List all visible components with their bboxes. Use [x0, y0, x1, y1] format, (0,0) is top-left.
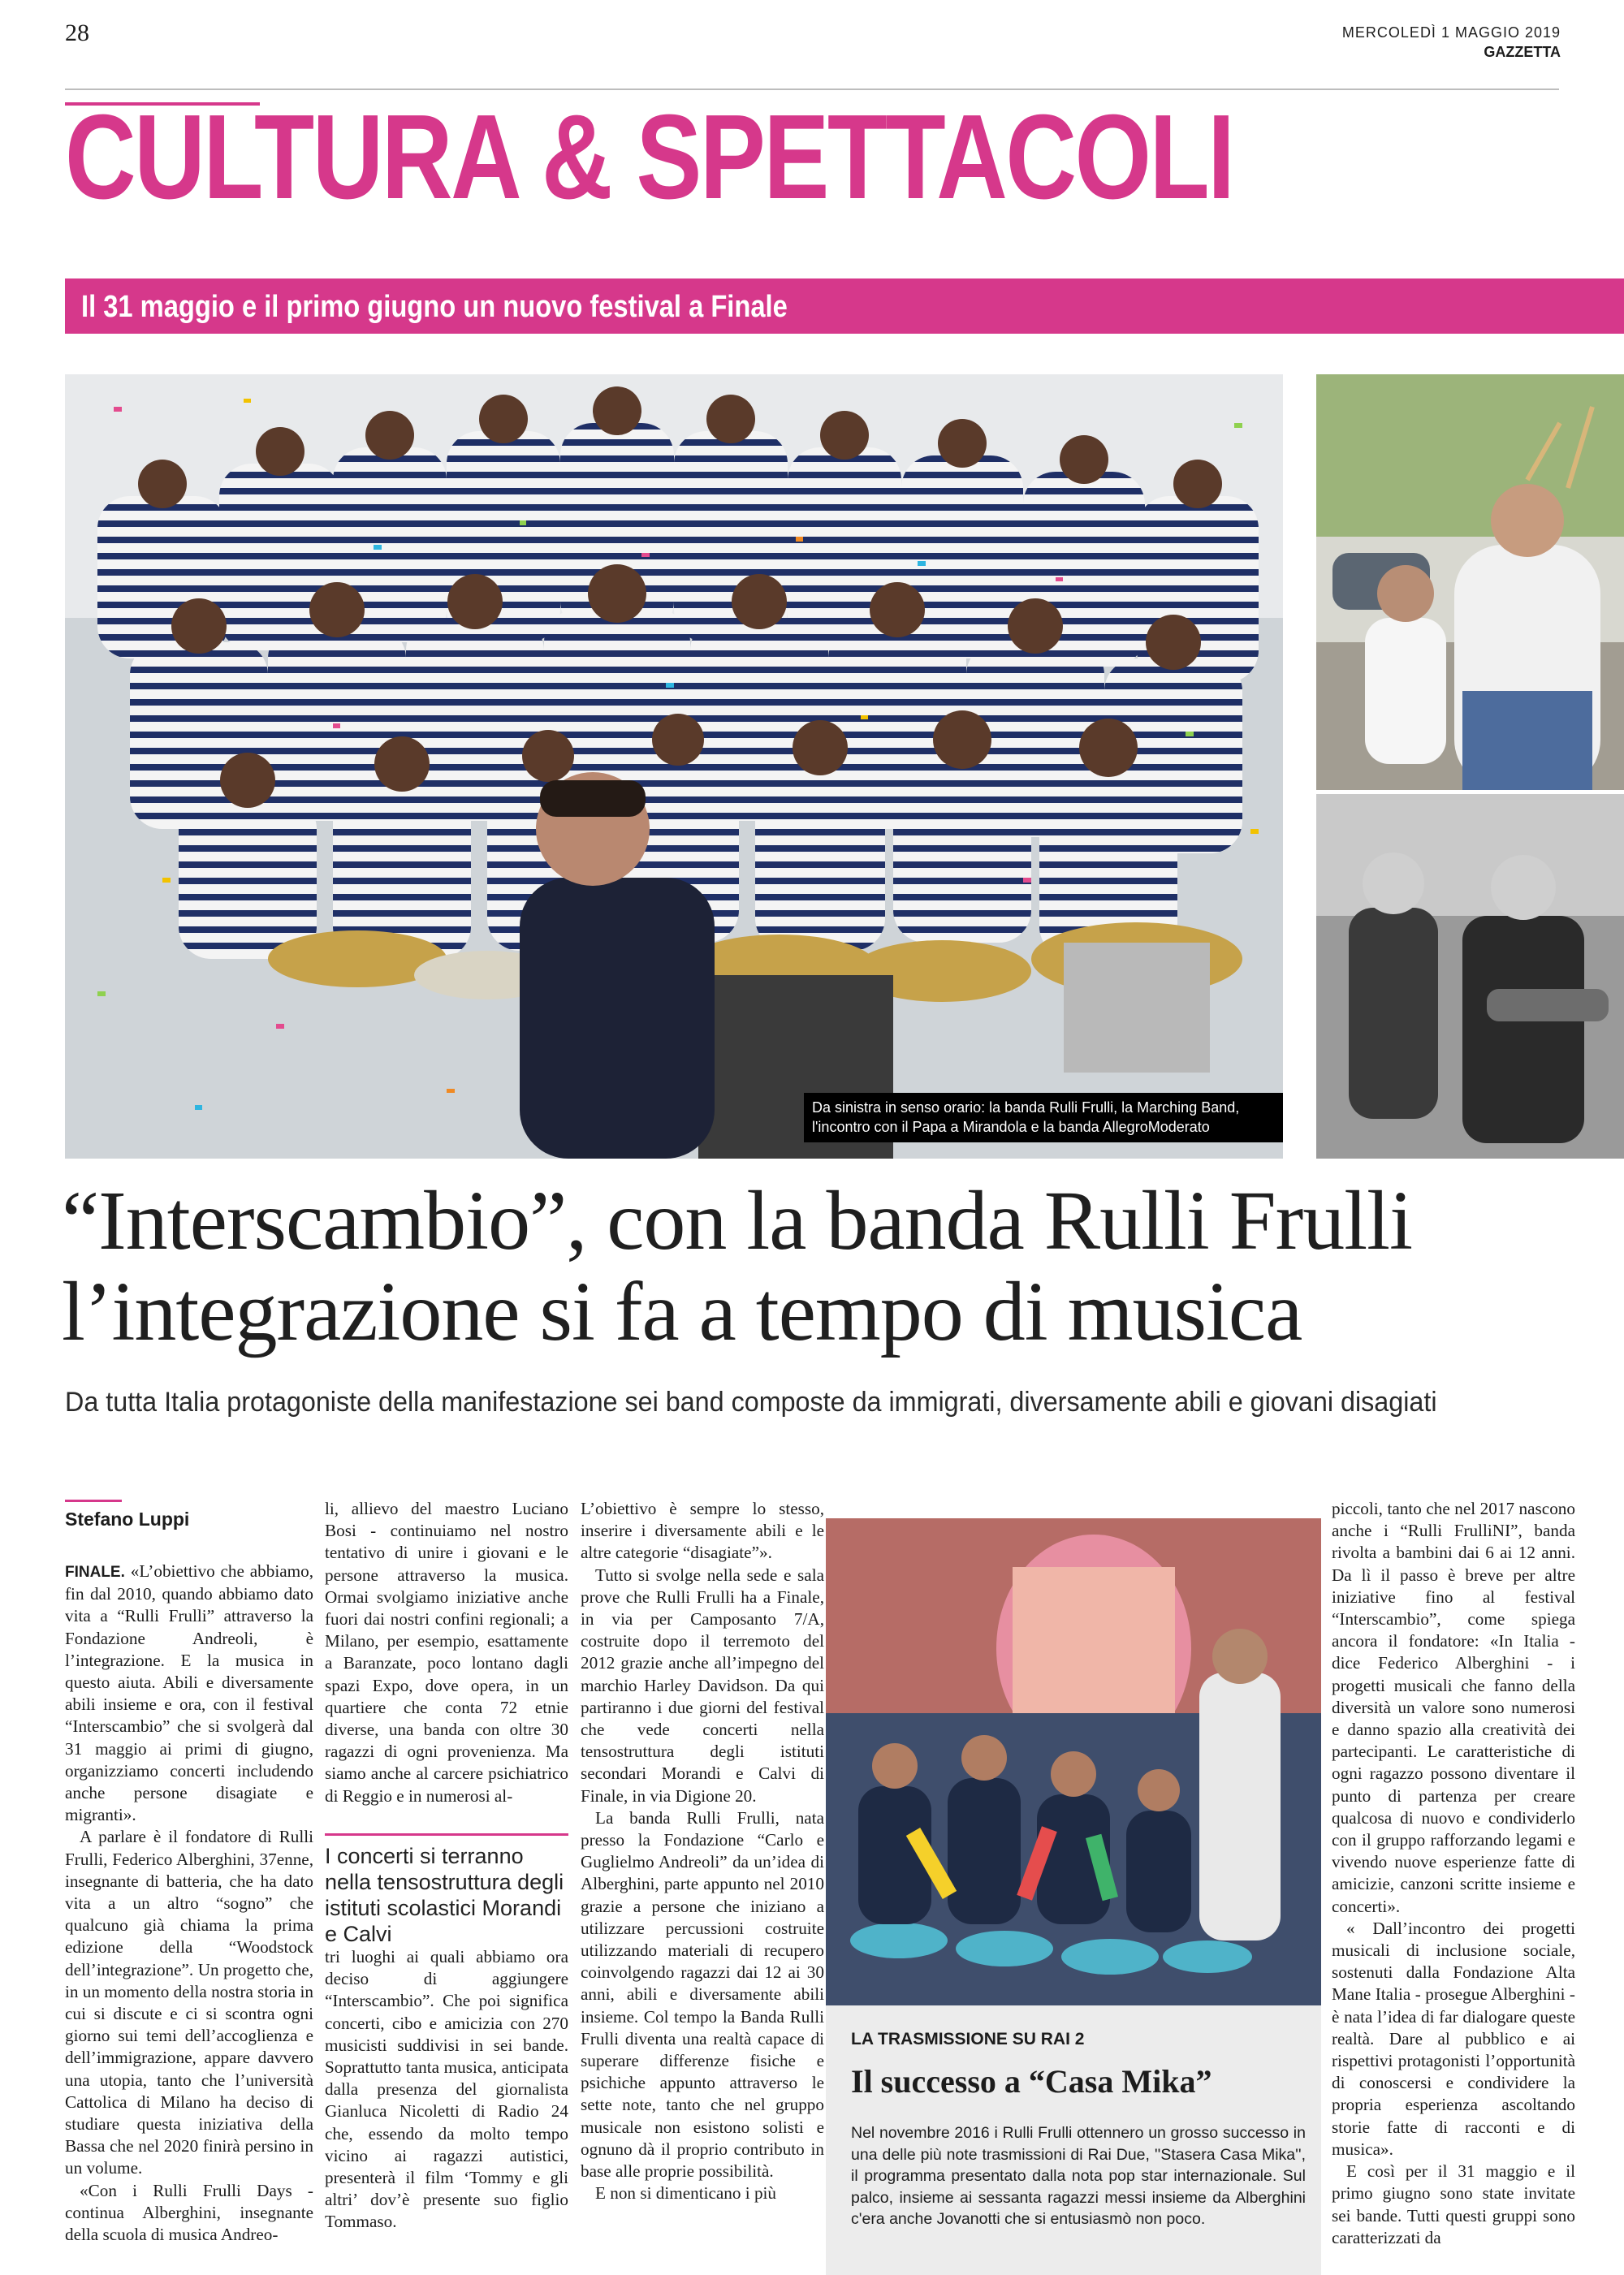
article-column-2 — [325, 1498, 568, 1807]
issue-date: MERCOLEDÌ 1 MAGGIO 2019 — [1341, 24, 1561, 41]
dateline: FINALE. — [65, 1564, 125, 1581]
paragraph: «Con i Rulli Frulli Days - continua Alberghini, insegnante della scuola di musica Andreo- — [65, 2180, 313, 2245]
band-photo-illustration — [65, 374, 1283, 1159]
photo-caption — [804, 1093, 1283, 1142]
side-photo-marching-band — [1316, 374, 1624, 790]
headline-line2: l’integrazione si fa a tempo di musica — [62, 1265, 1302, 1358]
paragraph: L’obiettivo è sempre lo stesso, inserire i diversamente abili e le altre categorie “disagiate”». — [581, 1499, 824, 1563]
article-headline — [62, 1176, 1605, 1358]
article-standfirst: Da tutta Italia protagoniste della manifestazione sei band composte da immigrati, diversamente abili e giovani disagiati — [65, 1387, 1437, 1418]
box-label: LA TRASMISSIONE SU RAI 2 — [851, 2030, 1085, 2048]
main-photo-band — [65, 374, 1283, 1159]
paragraph: « Dall’incontro dei progetti musicali di inclusione sociale, sostenuti dalla Fondazione Alta Mane Italia - prosegue Alberghini - è nata l’idea di far dialogare queste realtà. Dare al pubblico e ai rispettivi protagonisti l’opportunità di conoscersi e condividere la propria esperienza ascoltando storie fatte di racconti e di musica». — [1332, 1918, 1575, 2159]
paragraph — [65, 1561, 313, 1826]
box-photo-casa-mika — [826, 1518, 1321, 2005]
paragraph: E non si dimenticano i più — [595, 2183, 777, 2204]
article-column-2-continued — [325, 1946, 568, 2234]
pull-quote-accent — [325, 1833, 568, 1836]
page-number: 28 — [65, 19, 89, 46]
pull-quote: I concerti si terranno nella tensostruttura degli istituti scolastici Morandi e Calvi — [325, 1844, 564, 1946]
paragraph: La banda Rulli Frulli, nata presso la Fondazione “Carlo e Guglielmo Andreoli” da un’idea di Alberghini, parte appunto nel 2010 grazie a persone che iniziano a utilizzare percussioni costruite utilizzando materiali di recupero coinvolgendo ragazzi dai 12 ai 30 anni, abili e diversamente abili insieme. Col tempo la Banda Rulli Frulli diventa una realtà capace di superare differenze fisiche e psichiche appunto attraverso le sette note, tanto che nel gruppo musicale non esistono solisti e ognuno dà il proprio contributo in base alle proprie possibilità. — [581, 1807, 824, 2182]
article-column-5 — [1332, 1498, 1575, 2249]
paragraph: piccoli, tanto che nel 2017 nascono anche i “Rulli FrulliNI”, banda rivolta a bambini dai 6 ai 12 anni. Da lì il passo è breve per altre iniziative fino al festival “Interscambio”, come spiega ancora il fondatore: «In Italia - dice Federico Alberghini - i progetti musicali che fanno della diversità un valore sono numerosi e danno spazio alla creatività dei partecipanti. Le caratteristiche di ogni ragazzo possono diventare il punto di partenza per creare qualcosa di nuovo e condividerlo con il gruppo rafforzando legami e vivendo nuove esperienze fatte di amicizie, canzoni scritte insieme e concerti». — [1332, 1499, 1575, 1916]
paragraph: E così per il 31 maggio e il primo giugno sono state invitate sei bande. Tutti questi gruppi sono caratterizzati da — [1332, 2161, 1575, 2247]
paragraph-text: «L’obiettivo che abbiamo, fin dal 2010, quando abbiamo dato vita a “Rulli Frulli” attraverso la Fondazione Andreoli, è l’integrazione. E la musica in questo aiuta. Abili e diversamente abili insieme e ora, con il festival “Interscambio” che si svolgerà dal 31 maggio ai primi di giugno, organizziamo concerti includendo anche persone disagiate e migranti». — [65, 1561, 313, 1825]
section-title: CULTURA & SPETTACOLI — [65, 90, 1233, 224]
photo-caption-line2: l'incontro con il Papa a Mirandola e la banda AllegroModerato — [812, 1119, 1210, 1135]
article-column-3 — [581, 1498, 824, 2205]
casa-mika-illustration — [826, 1518, 1321, 2005]
byline: Stefano Luppi — [65, 1509, 190, 1530]
paragraph: A parlare è il fondatore di Rulli Frulli, Federico Alberghini, 37enne, insegnante di batteria, che ha dato vita a un altro “sogno” che qualcuno già chiama la prima edizione della “Woodstock dell’integrazione”. Un progetto che, in un momento della nostra storia in cui si discute e ci si scontra ogni giorno sui temi dell’accoglienza e dell’immigrazione, appare davvero una utopia, tanto che l’università Cattolica di Milano ha deciso di studiare questa iniziativa della Bassa che nel 2020 finirà persino in un volume. — [65, 1827, 313, 2178]
marching-band-illustration — [1316, 374, 1624, 790]
newspaper-name: GAZZETTA — [1484, 44, 1561, 60]
paragraph: tri luoghi ai quali abbiamo ora deciso di aggiungere “Interscambio”. Che poi significa concerti, cibo e amicizia con 270 musicisti suddivisi in sei bande. Soprattutto tanta musica, anticipata dalla presenza del giornalista Gianluca Nicoletti di Radio 24 che, essendo da molto tempo vicino ai ragazzi autistici, presenterà il film ‘Tommy e gli altri’ dov’è presente suo figlio Tommaso. — [325, 1947, 568, 2232]
headline-line1: “Interscambio”, con la banda Rulli Frulli — [62, 1174, 1412, 1267]
box-title: Il successo a “Casa Mika” — [851, 2063, 1212, 2100]
allegromoderato-illustration — [1316, 794, 1624, 1159]
kicker-text: Il 31 maggio e il primo giugno un nuovo festival a Finale — [81, 290, 788, 324]
paragraph: Tutto si svolge nella sede e sala prove che Rulli Frulli ha a Finale, in via per Camposanto 7/A, costruite dopo il terremoto del 2012 grazie anche all’impegno del marchio Harley Davidson. Da qui partiranno i due giorni del festival che vede concerti nella tensostruttura degli istituti secondari Morandi e Calvi di Finale, in via Digione 20. — [581, 1565, 824, 1806]
side-photo-allegromoderato — [1316, 794, 1624, 1159]
byline-accent-bar — [65, 1500, 122, 1502]
box-text: Nel novembre 2016 i Rulli Frulli ottennero un grosso successo in una delle più note trasmissioni di Rai Due, ''Stasera Casa Mika'', il programma presentato dalla nota pop star internazionale. Sul palco, insieme ai sessanta ragazzi messi insieme da Alberghini c'era anche Jovanotti che si entusiasmò non poco. — [851, 2124, 1306, 2228]
article-column-1 — [65, 1561, 313, 2246]
paragraph: li, allievo del maestro Luciano Bosi - continuiamo nel nostro tentativo di unire i giovani e le persone attraverso la musica. Ormai svolgiamo iniziative anche fuori dai nostri confini regionali; a Milano, per esempio, esattamente a Baranzate, poco lontano dagli spazi Expo, dove opera, in un quartiere che conta 72 etnie diverse, una banda con oltre 30 ragazzi di ogni provenienza. Ma siamo anche al carcere psichiatrico di Reggio e in numerosi al- — [325, 1499, 568, 1806]
photo-caption-line1: Da sinistra in senso orario: la banda Rulli Frulli, la Marching Band, — [812, 1099, 1240, 1116]
